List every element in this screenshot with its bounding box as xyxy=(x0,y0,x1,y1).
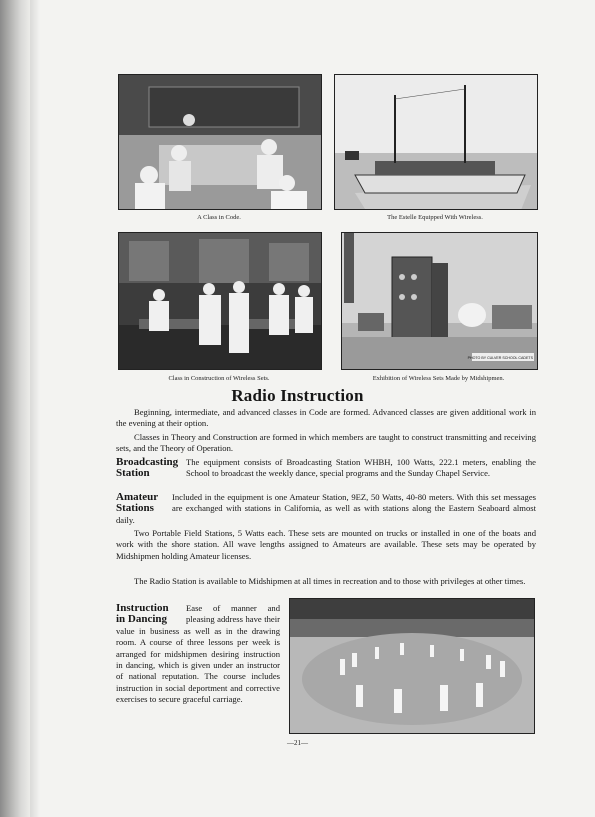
book-spine xyxy=(0,0,30,817)
broadcasting-heading-line2: Station xyxy=(116,467,150,479)
caption-construction-class: Class in Construction of Wireless Sets. xyxy=(168,375,270,382)
photo-inset-label: PHOTO BY CULVER SCHOOL CADETS xyxy=(467,356,533,360)
broadcasting-float xyxy=(116,457,186,479)
dancing-heading-line2: in Dancing xyxy=(116,613,168,625)
photo-construction-class xyxy=(118,232,322,370)
dancing-text-body-2: A course of three lessons per week is arranged for midshipmen desiring instruction in dancing, which is given under an instructor of national reputation. The course includes instruction in social deportment and corrective exercises to secure graceful carriage. xyxy=(116,637,280,705)
photo-class-in-code xyxy=(118,74,322,210)
amateur-heading-line2: Stations xyxy=(116,502,154,514)
amateur-float xyxy=(116,492,172,514)
broadcasting-text xyxy=(116,457,536,480)
field-stations-paragraph: Two Portable Field Stations, 5 Watts each. These sets are mounted on trucks or installed in one of the boats and work with the shore station. All wave lengths assigned to Amateurs are available. These sets may be operated by Midshipmen holding Amateur licenses. xyxy=(116,528,536,561)
broadcasting-text-body: The equipment consists of Broadcasting Station WHBH, 100 Watts, 222.1 meters, enabling the School to broadcast the weekly dance, special programs and the Sunday Chapel Service. xyxy=(186,457,536,479)
availability-paragraph: The Radio Station is available to Midshipmen at all times in recreation and to those with privileges at other times. xyxy=(134,576,526,586)
page-title: Radio Instruction xyxy=(231,386,364,405)
amateur-text xyxy=(116,492,536,526)
caption-class-in-code: A Class in Code. xyxy=(197,214,241,221)
amateur-text-body: Included in the equipment is one Amateur Station, 9EZ, 50 Watts, 40-80 meters. With this set messages are exchanged with stations in California, as well as with stations along the Eastern Seaboard almost daily. xyxy=(116,492,536,525)
intro-paragraph-1: Beginning, intermediate, and advanced classes in Code are formed. Advanced classes are given additional work in the evening at their option. xyxy=(116,407,536,429)
caption-estelle: The Estelle Equipped With Wireless. xyxy=(387,214,483,221)
photo-wireless-exhibition xyxy=(341,232,538,370)
broadcasting-heading-line1: Broadcasting xyxy=(116,456,179,468)
amateur-heading-line1: Amateur xyxy=(116,491,159,503)
caption-wireless-exhibition: Exhibition of Wireless Sets Made by Midshipmen. xyxy=(372,375,505,382)
dancing-float xyxy=(116,603,186,625)
page-number: —21— xyxy=(287,739,308,747)
dancing-text-body-1: Ease of manner and pleasing address have their value in business as well as in the drawing room. xyxy=(116,603,280,648)
photo-estelle-boat xyxy=(334,74,538,210)
dancing-heading-line1: Instruction xyxy=(116,602,169,614)
gutter-shadow xyxy=(30,0,40,817)
intro-paragraph-2: Classes in Theory and Construction are formed in which members are taught to construct transmitting and receiving sets, and the Theory of Operation. xyxy=(116,432,536,454)
photo-dancing-class xyxy=(289,598,535,734)
dancing-text xyxy=(116,603,280,706)
